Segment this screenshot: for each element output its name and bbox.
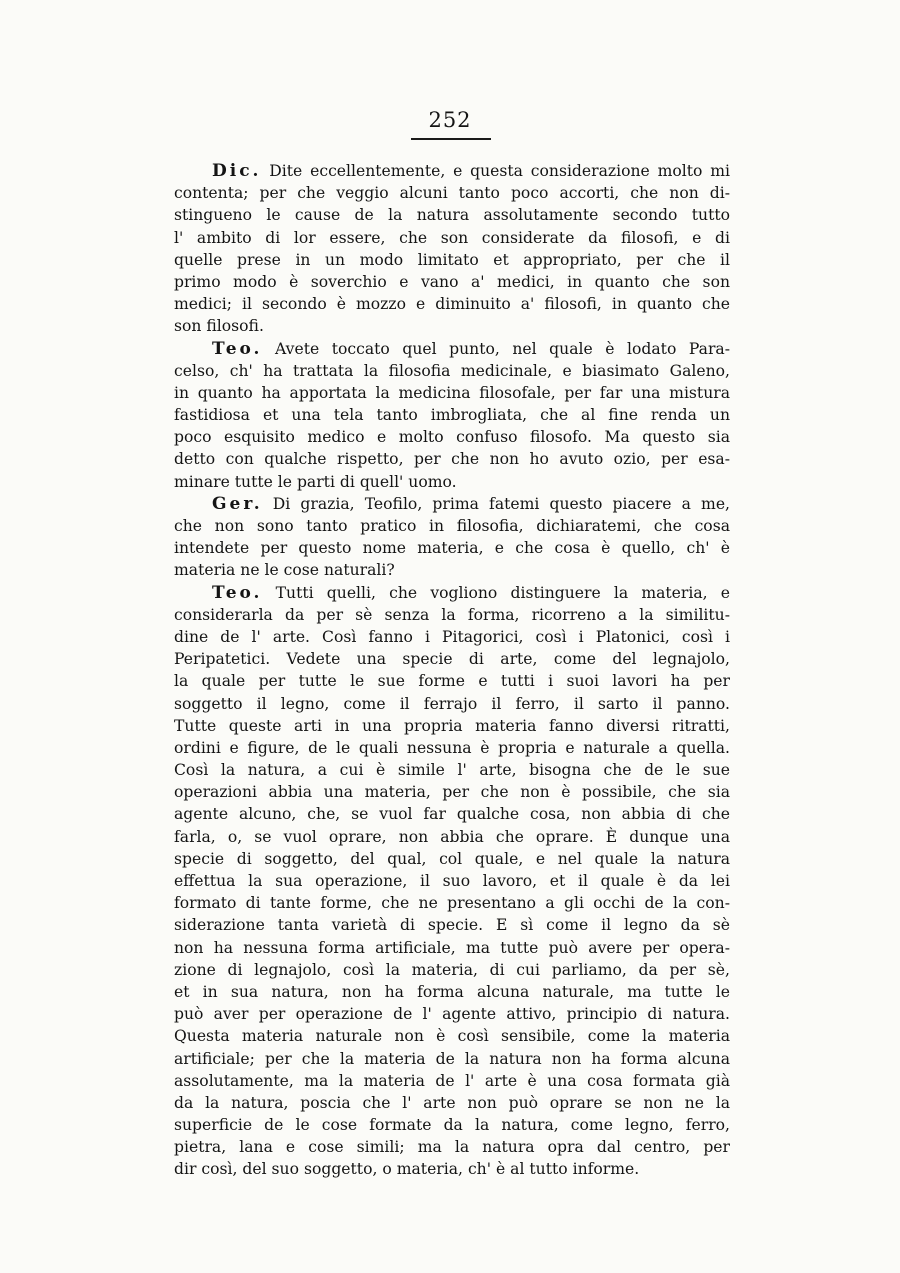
text-line: soggetto il legno, come il ferrajo il ferro, il sarto il panno. xyxy=(174,694,730,713)
text-line: pietra, lana e cose simili; ma la natura opra dal centro, per xyxy=(174,1138,730,1157)
text-line: farla, o, se vuol oprare, non abbia che oprare. È dunque una xyxy=(174,827,730,846)
text-line: son filosofi. xyxy=(174,317,264,336)
text-line: in quanto ha apportata la medicina filosofale, per far una mistura xyxy=(174,383,730,402)
text-line: medici; il secondo è mozzo e diminuito a' filosofi, in quanto che xyxy=(174,295,730,314)
line-text: Di grazia, Teofilo, prima fatemi questo piacere a me, xyxy=(262,494,730,513)
text-line: intendete per questo nome materia, e che cosa è quello, ch' è xyxy=(174,539,730,558)
text-line: ordini e figure, de le quali nessuna è propria e naturale a quella. xyxy=(174,738,730,757)
text-line: stingueno le cause de la natura assolutamente secondo tutto xyxy=(174,206,730,225)
text-line: Tutte queste arti in una propria materia fanno diversi ritratti, xyxy=(174,716,730,735)
text-line: quelle prese in un modo limitato et appropriato, per che il xyxy=(174,250,730,269)
text-line xyxy=(174,493,730,515)
text-line xyxy=(174,338,730,360)
text-line: dine de l' arte. Così fanno i Pitagorici, così i Platonici, così i xyxy=(174,627,730,646)
text-line: dir così, del suo soggetto, o materia, ch' è al tutto informe. xyxy=(174,1160,640,1179)
text-line xyxy=(174,582,730,604)
text-line: detto con qualche rispetto, per che non ho avuto ozio, per esa- xyxy=(174,450,730,469)
text-line: la quale per tutte le sue forme e tutti i suoi lavori ha per xyxy=(174,672,730,691)
text-line xyxy=(174,160,730,182)
page-number: 252 xyxy=(428,108,472,132)
speaker-label: Teo. xyxy=(212,338,263,359)
text-line: fastidiosa et una tela tanto imbrogliata, che al fine renda un xyxy=(174,406,730,425)
text-line: contenta; per che veggio alcuni tanto poco accorti, che non di- xyxy=(174,184,730,203)
text-line: può aver per operazione de l' agente attivo, principio di natura. xyxy=(174,1005,730,1024)
text-line: siderazione tanta varietà di specie. E sì come il legno da sè xyxy=(174,916,730,935)
text-line: poco esquisito medico e molto confuso filosofo. Ma questo sia xyxy=(174,428,730,447)
speaker-label: Dic. xyxy=(212,161,262,181)
line-text: Dite eccellentemente, e questa considerazione molto mi xyxy=(261,162,730,180)
line-text: Tutti quelli, che vogliono distinguere la materia, e xyxy=(262,583,730,602)
paragraph xyxy=(174,338,730,493)
page-number-rule xyxy=(411,138,491,140)
paragraph xyxy=(174,582,730,1181)
paragraph xyxy=(174,160,730,338)
text-line: che non sono tanto pratico in filosofia, dichiaratemi, che cosa xyxy=(174,517,730,535)
body-text xyxy=(174,160,730,1181)
text-line: non ha nessuna forma artificiale, ma tutte può avere per opera- xyxy=(174,938,730,957)
text-line: Così la natura, a cui è simile l' arte, bisogna che de le sue xyxy=(174,761,730,780)
text-line: zione di legnajolo, così la materia, di cui parliamo, da per sè, xyxy=(174,960,730,979)
text-line: primo modo è soverchio e vano a' medici, in quanto che son xyxy=(174,272,730,291)
paragraph xyxy=(174,493,730,582)
text-line: Peripatetici. Vedete una specie di arte, come del legnajolo, xyxy=(174,650,730,669)
speaker-label: Ger. xyxy=(212,493,263,514)
text-line: l' ambito di lor essere, che son considerate da filosofi, e di xyxy=(174,228,730,247)
text-line: operazioni abbia una materia, per che non è possibile, che sia xyxy=(174,783,730,802)
text-line: assolutamente, ma la materia de l' arte è una cosa formata già xyxy=(174,1071,730,1090)
text-line: formato di tante forme, che ne presentano a gli occhi de la con- xyxy=(174,894,730,913)
text-line: Questa materia naturale non è così sensibile, come la materia xyxy=(174,1027,730,1046)
text-line: materia ne le cose naturali? xyxy=(174,561,395,580)
text-line: specie di soggetto, del qual, col quale, e nel quale la natura xyxy=(174,849,730,868)
speaker-label: Teo. xyxy=(212,582,263,603)
line-text: Avete toccato quel punto, nel quale è lodato Para- xyxy=(262,339,730,358)
text-line: minare tutte le parti di quell' uomo. xyxy=(174,472,457,491)
text-line: considerarla da per sè senza la forma, ricorreno a la similitu- xyxy=(174,605,730,624)
text-line: celso, ch' ha trattata la filosofia medicinale, e biasimato Galeno, xyxy=(174,361,730,380)
text-line: da la natura, poscia che l' arte non può oprare se non ne la xyxy=(174,1093,730,1112)
text-line: artificiale; per che la materia de la natura non ha forma alcuna xyxy=(174,1049,730,1068)
text-line: effettua la sua operazione, il suo lavoro, et il quale è da lei xyxy=(174,872,730,890)
text-line: agente alcuno, che, se vuol far qualche cosa, non abbia di che xyxy=(174,805,730,824)
text-line: superficie de le cose formate da la natura, come legno, ferro, xyxy=(174,1116,730,1135)
text-line: et in sua natura, non ha forma alcuna naturale, ma tutte le xyxy=(174,982,730,1001)
